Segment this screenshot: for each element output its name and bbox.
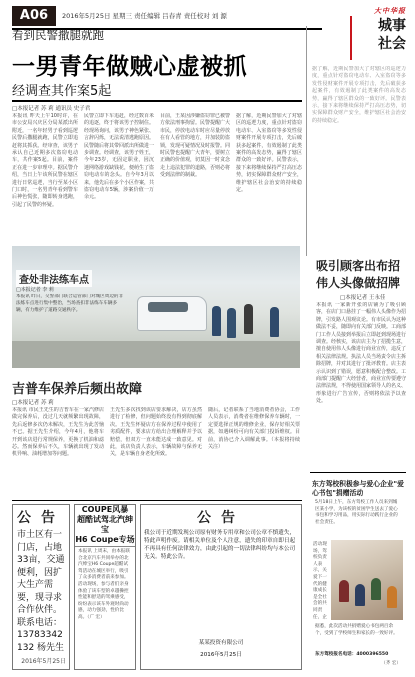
photo-car: [137, 296, 207, 331]
right-story-byline: □本报记者 王永佳: [340, 295, 386, 301]
event-title: 东方驾校积极参与爱心企业"爱心书包"捐赠活动: [312, 480, 404, 497]
section-name-line2: 社会: [378, 36, 406, 52]
lead-column-3: 目前，王某因涉嫌盗窃罪已被警方依法刑事拘留。民警提醒广大市民，停放电动车时应尽量停放在有人看管的地方，并加装防盗锁，发现可疑情况及时报警。同时民警也提醒广大青年，要树立正确的价值观，切莫因一时贪念走上违法犯罪的道路，否则必将受到法律的制裁。: [160, 113, 230, 179]
mid-story-title: 吉普车保养后频出故障: [12, 382, 143, 397]
photo-officer: [227, 308, 236, 338]
photo-story-body: 本报讯 昨日，交警部门联合运管部门对城区周边的非法练车点进行集中整治，当场查扣非法练车车辆多辆，有力维护了道路交通秩序。: [16, 294, 124, 313]
page-number: A06: [12, 6, 56, 26]
lead-column-2: 民警立即下车追赶，经过数百米的追逐，终于将该男子控制住。经现场询问，该男子神色紧张、言辞闪烁，无法说清逃跑原因。民警随后将其带回派出所做进一步调查。经调查，该男子姓王，今年23岁，无固定职业，因沉迷网络游戏缺钱花，便萌生了盗窃电动车的念头。自今年3月以来，他先后在多个小区作案，共盗窃电动车5辆，涉案价值一万余元。: [84, 113, 154, 201]
date-line: 2016年5月25日 星期三 责任编辑 吕春青 责任校对 刘 源: [62, 12, 227, 20]
photo-person: [244, 304, 253, 334]
notice-box-2: [140, 504, 302, 670]
event-hotline: 东方驾校报名电话：4000396550: [315, 652, 389, 657]
mid-story-column-2: 王先生多次找到该店要求解决，店方虽然进行了检修，但问题始终没有得到彻底解决。王先生怀疑店方在保养过程中使用了劣质配件，要求店方给出合理解释并予以赔偿，但双方一直未能达成一致意见。对此，该店负责人表示，车辆故障与保养无关，是车辆自身老化所致。: [110, 407, 202, 458]
photo-person: [355, 584, 365, 606]
lead-byline: □本报记者 苏 莉 通讯员 史子君: [12, 106, 91, 112]
mid-story-column-1: 本报讯 市民王先生的吉普车在一家汽修店做完保养后，没过几天就频繁出现故障，先后返修多次仍未解决，王先生为此苦恼不已。据王先生介绍，今年4月，他将车开到该店进行常规保养，更换了机油和滤芯。然而保养后不久，车辆就出现了发动机异响、油耗增加等问题。: [12, 407, 104, 458]
event-body-bottom: 据悉，此次活动共捐赠爱心书包两百余个，受到了学校师生和家长的一致好评。: [315, 624, 398, 636]
event-byline: （齐 宏）: [381, 661, 401, 666]
bottom-separator: [12, 500, 302, 501]
news-photo: [12, 246, 300, 368]
lead-subhead: 经调查其作案5起: [12, 84, 112, 99]
event-photo: [331, 540, 403, 620]
coupe-ad-title-2: 超酷试驾北汽绅宝: [77, 515, 133, 534]
coupe-ad-title-1: COUPE风暴: [81, 505, 129, 514]
section-name-line1: 城事: [378, 18, 406, 34]
notice-box-1: [12, 504, 70, 670]
lead-separator: [12, 100, 302, 102]
photo-car-window: [148, 302, 188, 312]
brand-rule: [350, 16, 352, 60]
section-brand: [350, 6, 406, 64]
right-column-brief: 据了解，近期民警加大了对辖区的巡逻力度，重点针对盗窃电动车、入室盗窃等多发性侵财案件开展专项打击，先后破获多起案件，有效遏制了此类案件的高发态势，赢得了辖区群众的一致好评。民警表示，接下来将继续保持严打高压态势，切实保障群众财产安全，维护辖区社会治安的持续稳定。: [312, 66, 406, 124]
photo-officer: [212, 306, 221, 336]
event-body-side: 活动现场，驾校负责人表示，关爱下一代的健康成长是全社会的共同责任，企: [313, 542, 327, 620]
lead-column-4: 据了解，近期民警加大了对辖区的巡逻力度，重点针对盗窃电动车、入室盗窃等多发性侵财案件开展专项打击，先后破获多起案件，有效遏制了此类案件的高发态势，赢得了辖区群众的一致好评。民警表示，接下来将继续保持严打高压态势，切实保障群众财产安全，维护辖区社会治安的持续稳定。: [236, 113, 302, 194]
newspaper-logo: 大中华报: [374, 7, 406, 15]
photo-person: [371, 578, 381, 600]
photo-officer: [270, 307, 279, 337]
lead-headline: 一男青年做贼心虚被抓: [12, 54, 247, 80]
lead-column-1: 本报讯 昨天上午10时许，在市公安局兴庆区分局某派出所附近，一名年轻男子看到巡逻民警后撒腿就跑，民警立即追赶将其抓获。经审查，该男子承认自己近期多次盗窃电动车，共作案5起。目前，案件正在进一步审理中。据民警介绍，当日上午该所民警在辖区进行日常巡逻，当行至某小区门口时，一名男青年看到警车后神色慌张，随即转身逃跑，引起了民警的怀疑。: [12, 113, 78, 208]
coupe-ad-box: [74, 504, 136, 670]
mid-story-byline: □本报记者 苏 莉: [12, 400, 54, 406]
notice-1-body: 市土区有一门店，占地33亩，交通便利，因扩大生产需要，现寻求合作伙伴。联系电话：13783342132 杨先生: [17, 530, 65, 653]
notice-1-date: 2016年5月25日: [21, 658, 66, 665]
notice-1-title: 公告: [17, 510, 65, 526]
right-story-body: 本报讯 一家新开张的店铺为了吸引顾客，在店门口悬挂了一幅伟人头像作为招牌，引发路人围观议论。有市民认为这种做法不妥，随即向有关部门反映。工商部门工作人员接到举报后立即赶到现场进行调查。经核实，该店店主为了招揽生意，擅自使用伟人头像进行商业宣传，违反了相关法律法规。执法人员当场责令店主拆除招牌，并对其进行了批评教育。店主表示认识到了错误，愿意积极配合整改。工商部门提醒广大经营者，商业宣传要遵守法律法规，不得使用国家领导人的名义、形象进行广告宣传，否则将依法予以查处。: [316, 302, 406, 405]
photo-story-byline: □本报记者 李 莉: [16, 287, 54, 293]
notice-2-date: 2016年5月25日: [200, 652, 242, 658]
coupe-ad-body: 本报讯 上周末，由本报联合北京汽车共同举办的北汽绅宝H6 Coupe超酷试驾活动在城区举行，吸引了众多消费者前来参加。活动现场，参与者们亲身体验了该车型的卓越操控性能和舒适的驾乘感受，纷纷表示该车外观时尚动感，动力强劲，性价比高。（广 宏）: [78, 549, 130, 620]
photo-story-title: 查处非法练车点: [16, 270, 92, 287]
notice-2-body: 我公司于近期发现公司原有财务专用章和公司公章不慎遗失，特此声明作废。请相关单位及个人注意，遗失的印章自即日起不再具有任何法律效力，由此引起的一切法律纠纷均与本公司无关。特此公告。: [144, 530, 296, 560]
right-story-title-2: 伟人头像做招牌: [316, 276, 401, 290]
right-bottom-separator: [310, 472, 406, 473]
right-story-title-1: 吸引顾客出布招: [316, 259, 401, 273]
mid-story-column-3: 随后，记者联系了当地消费者协会，工作人员表示，消费者在维修保养车辆时，一定要选择正规的维修企业，保存好相关票据，如遇纠纷可向有关部门投诉维权。目前，消协已介入调解此事。（本报将持续关注）: [208, 407, 300, 451]
coupe-ad-title-3: H6 Coupe专场: [75, 535, 135, 547]
event-body-top: 5月18日上午，东方驾校工作人员来到城区某小学，为该校的贫困学生送去了爱心书包和学习用品，用实际行动践行企业的社会责任。: [315, 500, 398, 525]
lead-kicker: 看到民警撒腿就跑: [12, 28, 104, 42]
column-divider-right: [306, 26, 307, 256]
notice-2-company: 某某投资有限公司: [198, 640, 244, 646]
photo-person: [387, 586, 397, 608]
photo-person: [339, 580, 349, 602]
notice-2-title: 公告: [197, 510, 245, 526]
